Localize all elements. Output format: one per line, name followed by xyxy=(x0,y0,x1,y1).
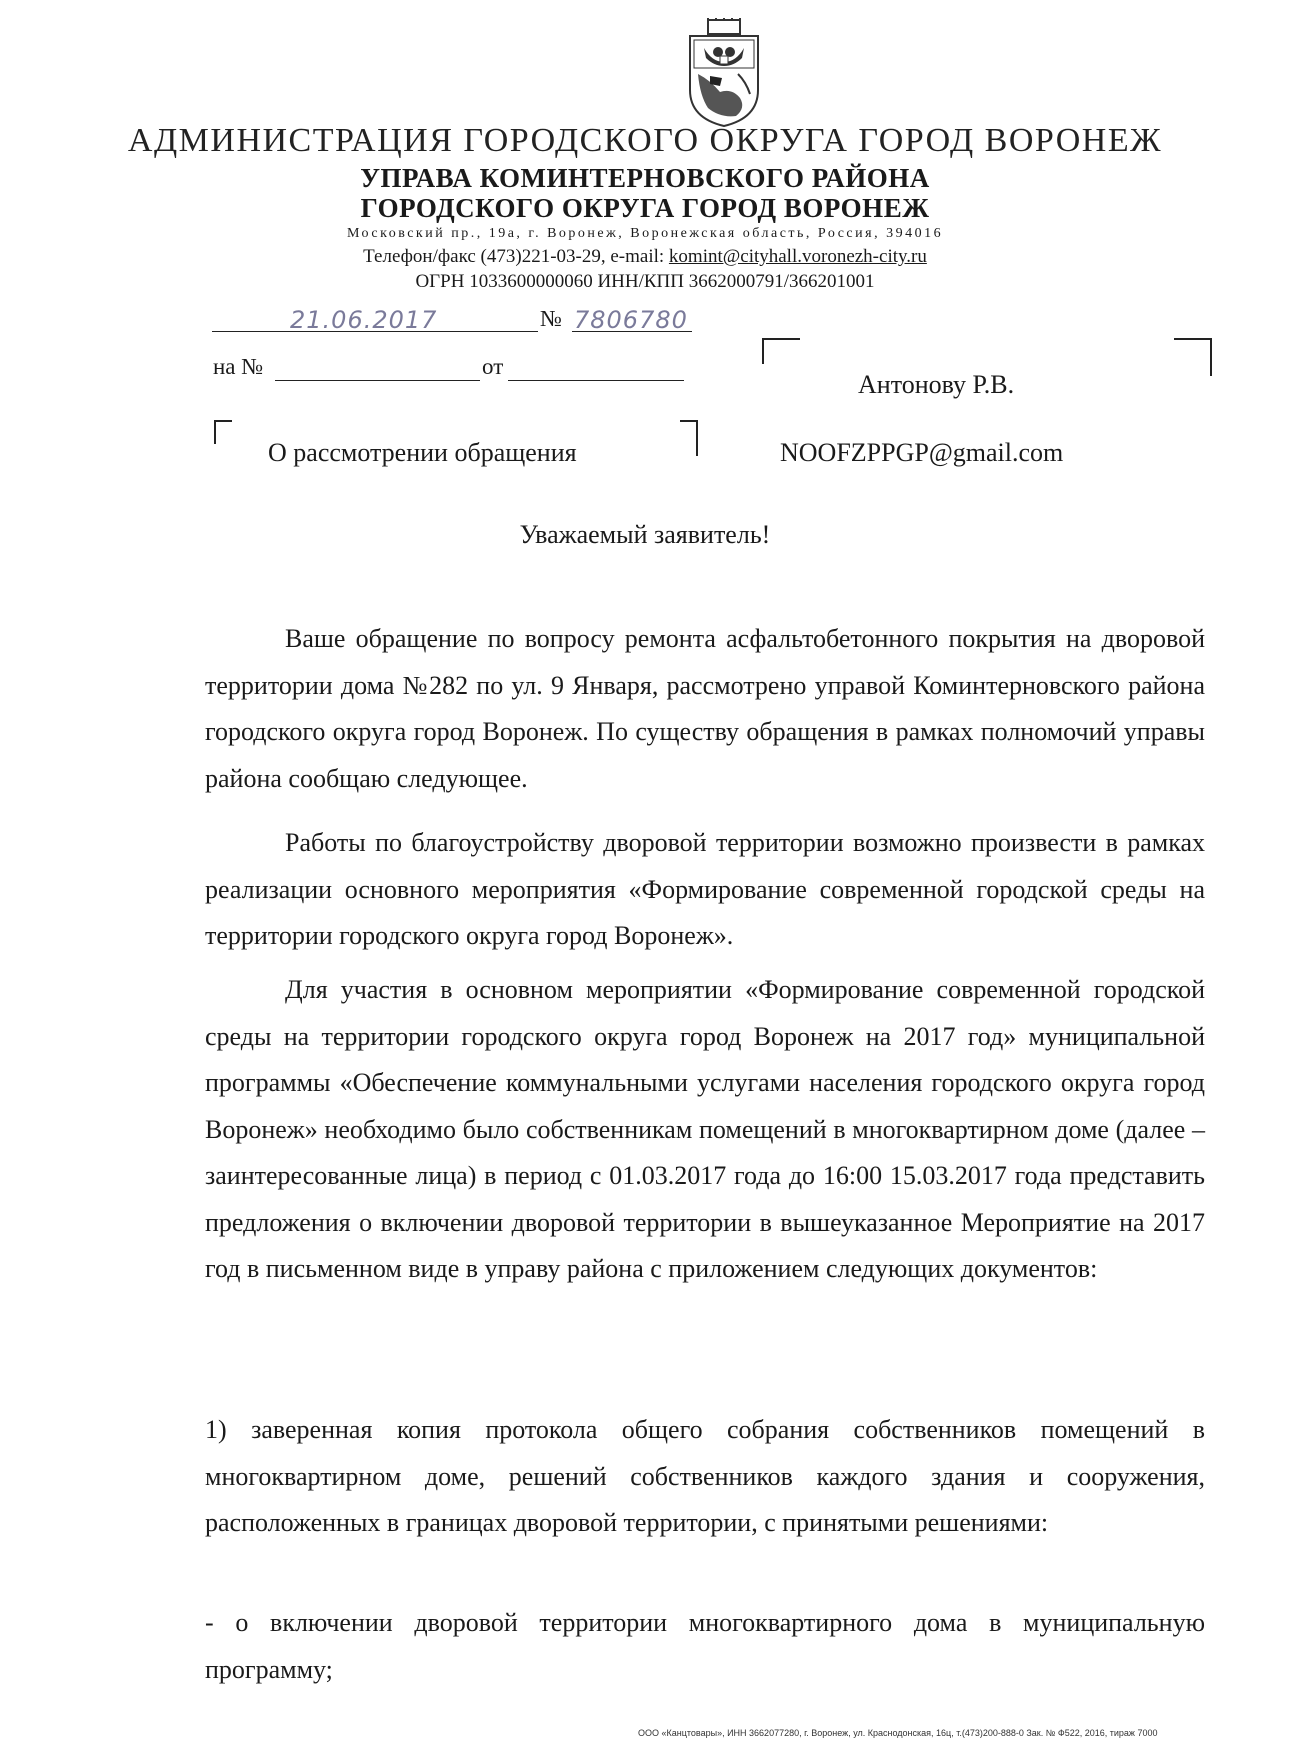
body-paragraph-1: Ваше обращение по вопросу ремонта асфальтобетонного покрытия на дворовой территории дома №282 по ул. 9 Января, рассмотрено управой Коминтерновского района городского округа город Воронеж. По существу обращения в рамках полномочий управы района сообщаю следующее. xyxy=(205,624,1205,793)
number-label: № xyxy=(540,306,562,331)
body-paragraph-2: Работы по благоустройству дворовой территории возможно произвести в рамках реализации основного мероприятия «Формирование современной городской среды на территории городского округа город Воронеж». xyxy=(205,828,1205,950)
uprava-title-line2: ГОРОДСКОГО ОКРУГА ГОРОД ВОРОНЕЖ xyxy=(360,193,930,223)
recipient-email: NOOFZPPGP@gmail.com xyxy=(780,438,1064,467)
body-paragraph-4: 1) заверенная копия протокола общего собрания собственников помещений в многоквартирном доме, решений собственников каждого здания и сооружения, расположенных в границах дворовой территории, с принятыми решениями: xyxy=(205,1415,1205,1537)
subject-corner-left xyxy=(214,420,232,444)
addressee-corner-right xyxy=(1174,338,1212,376)
letter-subject: О рассмотрении обращения xyxy=(268,438,577,467)
coat-of-arms-emblem xyxy=(680,18,768,128)
from-date-line xyxy=(508,380,684,381)
ogrn-inn-kpp: ОГРН 1033600000060 ИНН/КПП 3662000791/366201001 xyxy=(415,271,875,292)
outgoing-number-handwritten: 7806780 xyxy=(574,306,688,334)
contact-line xyxy=(0,246,1290,268)
body-paragraph-5: - о включении дворовой территории многоквартирного дома в муниципальную программу; xyxy=(205,1608,1205,1684)
addressee-corner-left xyxy=(762,338,800,364)
printer-imprint: ООО «Канцтовары», ИНН 3662077280, г. Воронеж, ул. Краснодонская, 16ц, т.(473)200-888-0 Зак. № Ф522, 2016, тираж 7000 xyxy=(638,1728,1158,1738)
in-reply-number-line xyxy=(275,380,480,381)
greeting: Уважаемый заявитель! xyxy=(519,520,771,549)
outgoing-date-handwritten: 21.06.2017 xyxy=(290,306,438,334)
body-paragraph-3: Для участия в основном мероприятии «Формирование современной городской среды на территории городского округа город Воронеж на 2017 год» муниципальной программы «Обеспечение коммунальными услугами населения городского округа город Воронеж» необходимо было собственникам помещений в многоквартирном доме (далее – заинтересованные лица) в период с 01.03.2017 года до 16:00 15.03.2017 года представить предложения о включении дворовой территории в вышеуказанное Мероприятие на 2017 год в письменном виде в управу района с приложением следующих документов: xyxy=(205,975,1205,1283)
phone-fax: Телефон/факс (473)221-03-29, e-mail: xyxy=(363,246,669,267)
organization-address: Московский пр., 19а, г. Воронеж, Воронежская область, Россия, 394016 xyxy=(346,226,944,241)
recipient-name: Антонову Р.В. xyxy=(858,370,1015,399)
in-reply-to-label: на № xyxy=(213,354,264,379)
admin-title: АДМИНИСТРАЦИЯ ГОРОДСКОГО ОКРУГА ГОРОД ВОРОНЕЖ xyxy=(127,122,1163,159)
from-label: от xyxy=(482,354,504,379)
subject-corner-right xyxy=(680,420,698,456)
uprava-title-line1: УПРАВА КОМИНТЕРНОВСКОГО РАЙОНА xyxy=(360,163,930,193)
organization-email: komint@cityhall.voronezh-city.ru xyxy=(668,246,927,267)
